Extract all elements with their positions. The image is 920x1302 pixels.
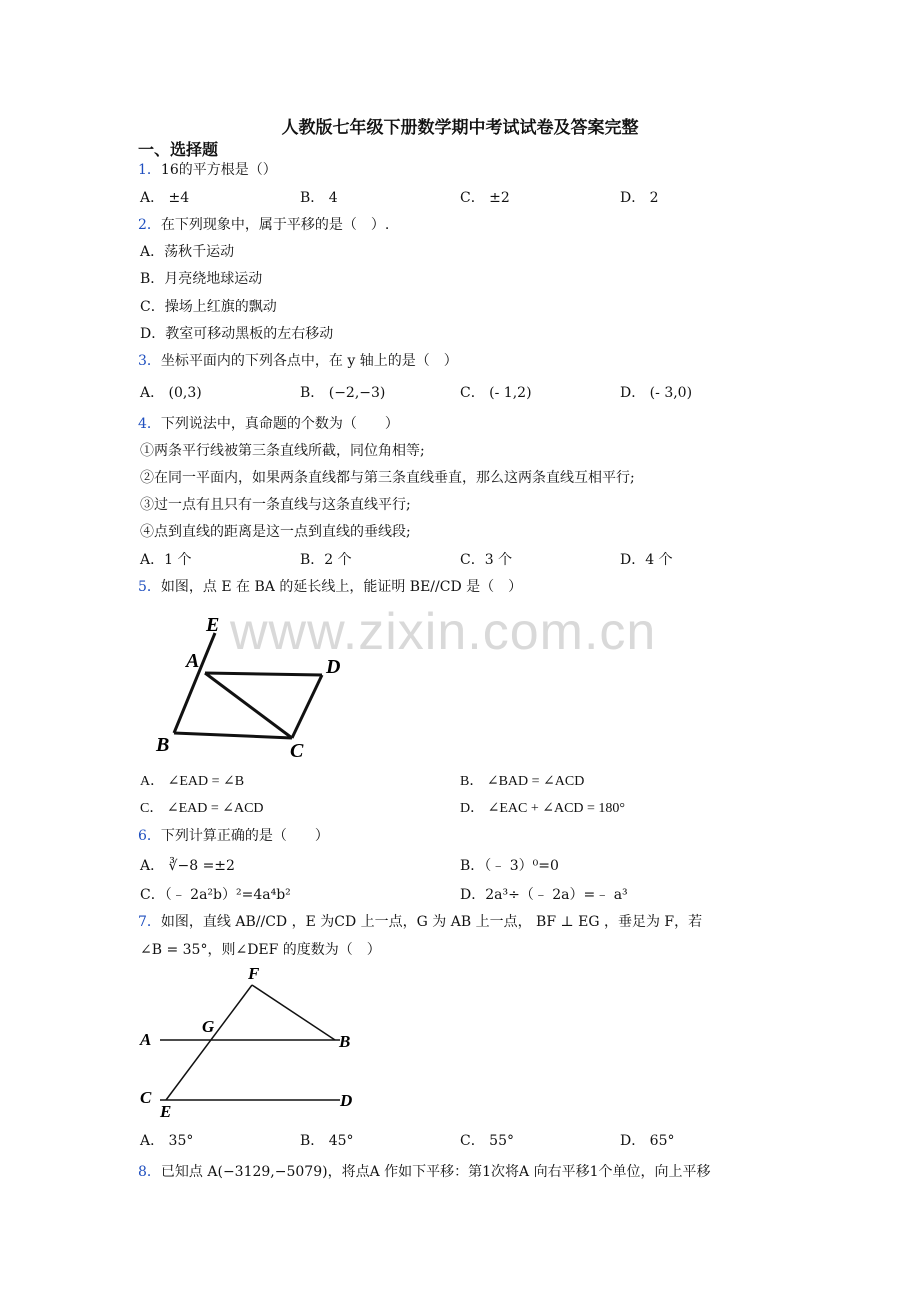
q1-option-a: A． ±4 — [140, 190, 190, 206]
line-ac — [205, 673, 292, 738]
q1-option-b: B． 4 — [300, 190, 338, 206]
question-5 — [138, 577, 522, 597]
line-eg — [166, 985, 252, 1100]
q5-option-c: C． ∠EAD = ∠ACD — [140, 801, 264, 816]
label-c: C — [140, 1088, 152, 1107]
q7-option-b: B． 45° — [300, 1133, 354, 1149]
question-4 — [138, 414, 399, 434]
question-number: 8． — [138, 1164, 161, 1180]
question-6 — [138, 826, 329, 846]
label-a: A — [186, 650, 200, 672]
q4-option-a: A．1 个 — [140, 552, 192, 568]
question-text: 如图，直线 AB//CD ，E 为CD 上一点，G 为 AB 上一点， BF ⊥ EG ，垂足为 F，若 — [160, 914, 703, 930]
question-8 — [138, 1162, 711, 1182]
question-1 — [138, 160, 277, 180]
q7-figure — [130, 963, 370, 1123]
question-7-line-2: ∠B = 35°，则∠DEF 的度数为（ ） — [140, 942, 381, 958]
label-f: F — [248, 964, 260, 983]
label-g: G — [202, 1017, 215, 1036]
question-number: 7． — [138, 914, 161, 930]
question-text: 已知点 A(−3129,−5079)，将点A 作如下平移：第1次将A 向右平移1个单位，向上平移 — [160, 1164, 711, 1180]
question-number: 2． — [138, 217, 161, 233]
question-text: 如图，点 E 在 BA 的延长线上，能证明 BE//CD 是（ ） — [160, 579, 523, 595]
q2-option-c: C．操场上红旗的飘动 — [140, 299, 277, 315]
q3-option-b: B． (−2,−3) — [300, 385, 386, 401]
q7-option-c: C． 55° — [460, 1133, 514, 1149]
question-text: 坐标平面内的下列各点中，在 y 轴上的是（ ） — [160, 353, 458, 369]
q4-statement-2: ②在同一平面内，如果两条直线都与第三条直线垂直，那么这两条直线互相平行; — [140, 470, 635, 486]
section-heading: 一、选择题 — [138, 140, 219, 159]
line-bf — [252, 985, 335, 1040]
q4-statement-1: ①两条平行线被第三条直线所截，同位角相等; — [140, 443, 425, 459]
q7-option-d: D． 65° — [620, 1133, 675, 1149]
q1-option-c: C． ±2 — [460, 190, 510, 206]
q2-option-d: D．教室可移动黑板的左右移动 — [140, 326, 334, 342]
q5-option-d: D． ∠EAC + ∠ACD = 180° — [460, 801, 626, 816]
q2-option-a: A．荡秋千运动 — [140, 244, 235, 260]
q6-option-b: B．（﹣ 3）⁰=0 — [460, 858, 559, 874]
q5-option-a: A． ∠EAD = ∠B — [140, 774, 245, 789]
question-text: 在下列现象中，属于平移的是（ ）. — [160, 217, 390, 233]
watermark: www.zixin.com.cn — [230, 603, 657, 661]
question-number: 1． — [138, 162, 161, 178]
label-d: D — [326, 656, 341, 678]
question-number: 3． — [138, 353, 161, 369]
q2-option-b: B．月亮绕地球运动 — [140, 271, 263, 287]
question-number: 5． — [138, 579, 161, 595]
q4-option-b: B．2 个 — [300, 552, 352, 568]
question-text: 下列计算正确的是（ ） — [160, 828, 329, 844]
q4-statement-3: ③过一点有且只有一条直线与这条直线平行; — [140, 497, 411, 513]
q4-statement-4: ④点到直线的距离是这一点到直线的垂线段; — [140, 524, 411, 540]
line-bc — [174, 733, 292, 738]
question-3 — [138, 351, 458, 371]
line-dc — [292, 675, 322, 738]
q3-option-c: C． (- 1,2) — [460, 385, 532, 401]
label-a: A — [140, 1030, 152, 1049]
q6-option-d: D．2a³÷（﹣ 2a）=﹣ a³ — [460, 887, 628, 903]
line-ad — [205, 673, 322, 675]
label-d: D — [340, 1091, 353, 1110]
q6-option-c: C．（﹣ 2a²b）²=4a⁴b² — [140, 887, 291, 903]
label-e: E — [160, 1102, 172, 1121]
page-title: 人教版七年级下册数学期中考试试卷及答案完整 — [281, 118, 639, 138]
q7-option-a: A． 35° — [140, 1133, 194, 1149]
label-e: E — [206, 614, 220, 636]
q3-option-a: A． (0,3) — [140, 385, 202, 401]
question-number: 4． — [138, 416, 161, 432]
question-7 — [138, 912, 702, 932]
label-b: B — [156, 734, 170, 756]
line-ba — [174, 633, 215, 733]
q3-option-d: D． (- 3,0) — [620, 385, 693, 401]
label-b: B — [339, 1032, 351, 1051]
question-text: 16的平方根是（） — [160, 162, 277, 178]
q6-option-a: A． ∛−8 =±2 — [140, 858, 235, 874]
q5-option-b: B． ∠BAD = ∠ACD — [460, 774, 585, 789]
question-number: 6． — [138, 828, 161, 844]
question-text: 下列说法中，真命题的个数为（ ） — [160, 416, 399, 432]
q5-figure — [150, 605, 360, 765]
q4-option-c: C．3 个 — [460, 552, 513, 568]
q4-option-d: D．4 个 — [620, 552, 673, 568]
q1-option-d: D． 2 — [620, 190, 659, 206]
question-2 — [138, 215, 389, 235]
label-c: C — [290, 740, 304, 762]
